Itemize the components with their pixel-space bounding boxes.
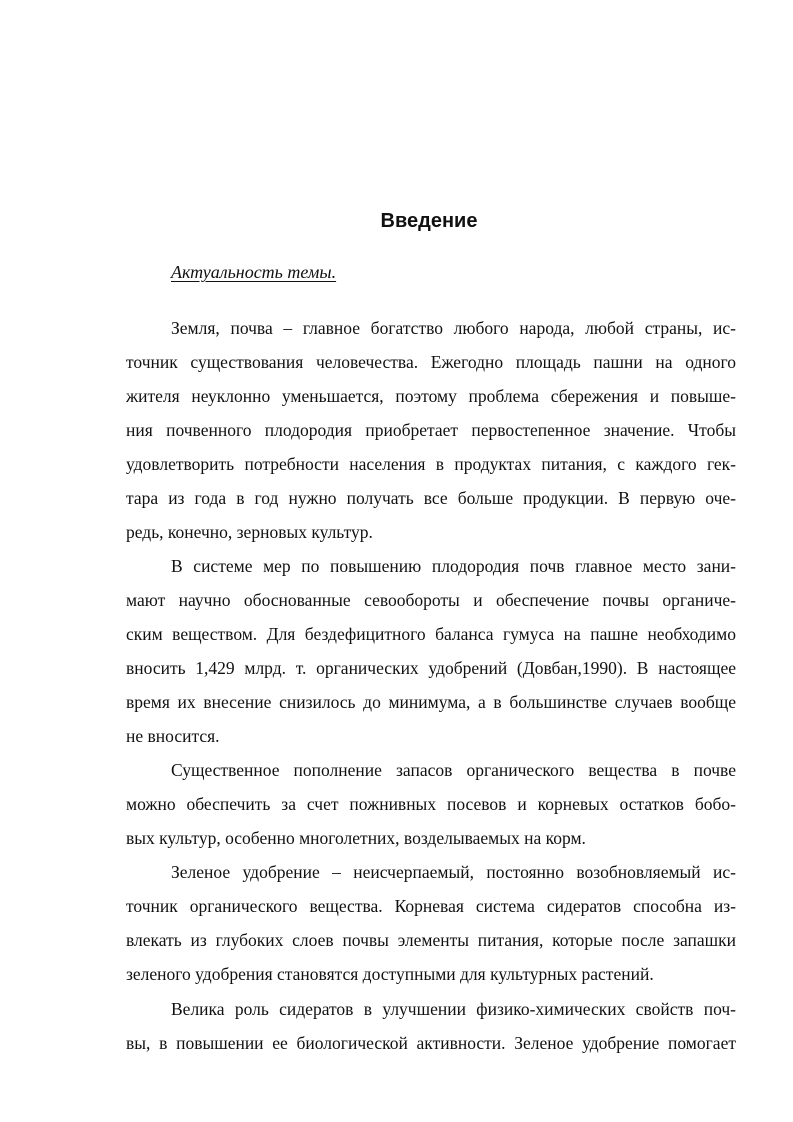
text-line: жителя неуклонно уменьшается, поэтому проблема сбережения и повыше- xyxy=(126,386,736,406)
text-line: мают научно обоснованные севообороты и обеспечение почвы органиче- xyxy=(126,590,736,610)
text-line: можно обеспечить за счет пожнивных посевов и корневых остатков бобо- xyxy=(126,794,736,814)
text-line: тара из года в год нужно получать все больше продукции. В первую оче- xyxy=(126,488,736,508)
text-line: В системе мер по повышению плодородия почв главное место зани- xyxy=(171,556,736,576)
text-line: удовлетворить потребности населения в продуктах питания, с каждого гек- xyxy=(126,454,736,474)
text-line: вых культур, особенно многолетних, возделываемых на корм. xyxy=(126,828,586,848)
text-line: вносить 1,429 млрд. т. органических удобрений (Довбан,1990). В настоящее xyxy=(126,658,736,678)
text-line: время их внесение снизилось до минимума, а в большинстве случаев вообще xyxy=(126,692,736,712)
text-line: ния почвенного плодородия приобретает первостепенное значение. Чтобы xyxy=(126,420,736,440)
text-line: зеленого удобрения становятся доступными для культурных растений. xyxy=(126,964,654,984)
text-line: ским веществом. Для бездефицитного баланса гумуса на пашне необходимо xyxy=(126,624,736,644)
text-line: редь, конечно, зерновых культур. xyxy=(126,522,373,542)
text-line: Земля, почва – главное богатство любого народа, любой страны, ис- xyxy=(171,318,736,338)
text-line: точник органического вещества. Корневая система сидератов способна из- xyxy=(126,896,736,916)
text-line: Зеленое удобрение – неисчерпаемый, постоянно возобновляемый ис- xyxy=(171,862,736,882)
text-line: Велика роль сидератов в улучшении физико-химических свойств поч- xyxy=(171,999,736,1019)
text-line: не вносится. xyxy=(126,726,220,746)
text-line: влекать из глубоких слоев почвы элементы питания, которые после запашки xyxy=(126,930,736,950)
page-title: Введение xyxy=(380,210,478,232)
section-subtitle: Актуальность темы. xyxy=(171,262,337,282)
text-line: точник существования человечества. Ежегодно площадь пашни на одного xyxy=(126,352,736,372)
text-line: Существенное пополнение запасов органического вещества в почве xyxy=(171,760,736,780)
text-line: вы, в повышении ее биологической активности. Зеленое удобрение помогает xyxy=(126,1033,736,1053)
